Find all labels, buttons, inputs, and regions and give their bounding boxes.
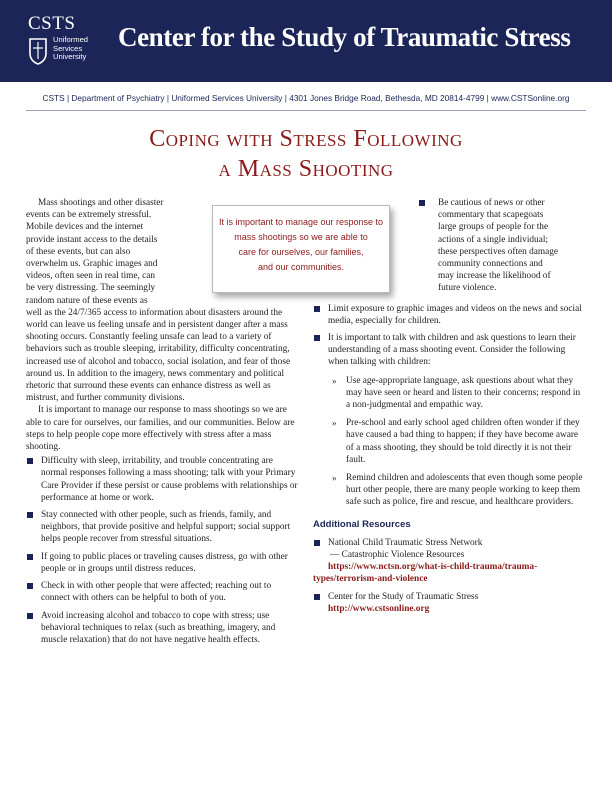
- intro-line: events can be extremely stressful.: [26, 210, 152, 221]
- intro-line: Mobile devices and the internet: [26, 222, 144, 233]
- organization-title: Center for the Study of Traumatic Stress: [118, 22, 571, 52]
- page-title: [0, 124, 612, 184]
- square-bullet-icon: [27, 613, 33, 619]
- intro-line: of these events, but can also: [26, 246, 131, 257]
- children-tips-list: [328, 375, 585, 509]
- list-item-line: may increase the likelihood of: [438, 271, 551, 282]
- intro-line: be very distressing. The seemingly: [26, 283, 156, 294]
- csts-logo[interactable]: [26, 13, 98, 71]
- resources-list: [313, 537, 585, 615]
- pull-quote-line: and our communities.: [257, 262, 345, 272]
- square-bullet-icon: [27, 458, 33, 464]
- intro-paragraph-continued: well as the 24/7/365 access to information about disasters around the world can leave us feeling unsafe and in persistent danger after a mass shooting occurs. Constantly feeling unsafe can lead to a variety of behaviors such as trouble sleeping, irritability, difficulty concentrating, increased use of alcohol and tobacco, social isolation, and fear of those around us. In addition to the imagery, news commentary and political rhetoric that surround these events can enhance distress as well as mistrust, and further community divisions.: [26, 307, 291, 404]
- intro-line: Mass shootings and other disaster: [38, 198, 164, 208]
- logo-line: Uniformed: [53, 35, 89, 44]
- pull-quote-line: mass shootings so we are able to: [234, 232, 368, 242]
- list-item: It is important to talk with children and ask questions to learn their understanding of a mass shooting event. Consider the following when talking with children: » Use age-appropriate language, ask questions about what they may have seen or heard and listen to their concerns; respond in a non-judgmental and empathic way. » Pre-school and early school aged children often wonder if they have caused a bad thing to happen; if they have become aware of a mass shooting, they should be told directly it is not their fault. » Remind children and adolescents that even though some people hurt other people, there are many people working to keep them safe such as police, fire and rescue, and healthcare providers.: [313, 332, 585, 509]
- right-column: [313, 197, 585, 620]
- resource-name: National Child Traumatic Stress Network: [328, 537, 483, 548]
- square-bullet-icon: [27, 554, 33, 560]
- list-item: Limit exposure to graphic images and videos on the news and social media, especially for children.: [313, 303, 585, 327]
- intro-line: provide instant access to the details: [26, 234, 158, 245]
- square-bullet-icon: [314, 594, 320, 600]
- list-item-line: community connections and: [438, 259, 543, 270]
- double-chevron-icon: »: [332, 418, 337, 429]
- list-item-line: future violence.: [438, 283, 497, 294]
- list-item: Check in with other people that were affected; reaching out to connect with others can be helpful to both of you.: [26, 580, 298, 604]
- list-item-line: Be cautious of news or other: [438, 198, 545, 208]
- list-item: [313, 591, 585, 615]
- logo-line: University: [53, 52, 87, 62]
- title-line: a Mass Shooting: [218, 156, 394, 182]
- double-chevron-icon: »: [332, 375, 337, 386]
- list-item: Avoid increasing alcohol and tobacco to cope with stress; use behavioral techniques to relax (such as breathing, imagery, and muscle relaxation) that do not have negative health effects.: [26, 610, 298, 647]
- square-bullet-icon: [27, 583, 33, 589]
- resource-subtitle: — Catastrophic Violence Resources: [330, 550, 465, 561]
- pull-quote-line: It is important to manage our response to: [218, 217, 384, 227]
- square-bullet-icon: [314, 306, 320, 312]
- list-item: [418, 197, 585, 295]
- logo-wordmark: [53, 36, 88, 62]
- square-bullet-icon: [314, 540, 320, 546]
- list-item: Difficulty with sleep, irritability, and trouble concentrating are normal responses following a mass shooting; talk with your Primary Care Provider if these persist or cause problems with relationships or performance at home or work.: [26, 455, 298, 504]
- media-guidance-list: [313, 197, 585, 509]
- list-item-line: these perspectives often damage: [438, 246, 559, 257]
- list-item-line: actions of a single individual;: [438, 234, 548, 245]
- list-item: Stay connected with other people, such as friends, family, and neighbors, that provide positive and helpful support; social support helps people recover from stressful situations.: [26, 509, 298, 546]
- resource-link[interactable]: types/terrorism-and-violence: [313, 574, 428, 585]
- pull-quote-line: care for ourselves, our families,: [238, 247, 364, 257]
- list-item: » Pre-school and early school aged children often wonder if they have caused a bad thing to happen; if they have become aware of a mass shooting, they should be told directly it is not their fault.: [332, 418, 580, 465]
- list-item: [313, 537, 585, 586]
- square-bullet-icon: [314, 335, 320, 341]
- list-item: If going to public places or traveling causes distress, go with other people or in groups until distress reduces.: [26, 551, 298, 575]
- coping-intro-paragraph: It is important to manage our response to mass shootings so we are able to care for ourselves, our families, and our communities. Below are steps to help people cope more effectively with stress after a mass shooting.: [26, 405, 295, 453]
- logo-title: CSTS: [28, 13, 76, 34]
- square-bullet-icon: [419, 200, 425, 206]
- intro-line: random nature of these events as: [26, 295, 148, 306]
- list-item-line: commentary that scapegoats: [438, 210, 544, 221]
- header-banner: [0, 0, 612, 82]
- coping-steps-list: [26, 455, 298, 646]
- square-bullet-icon: [27, 512, 33, 518]
- address-line: CSTS | Department of Psychiatry | Uniformed Services University | 4301 Jones Bridge Road, Bethesda, MD 20814-4799 | www.CSTSonline.org: [42, 93, 570, 103]
- resources-heading: Additional Resources: [313, 518, 411, 530]
- divider: [26, 110, 586, 111]
- list-item: » Remind children and adolescents that even though some people hurt other people, there are many people working to keep them safe such as police, fire and rescue, and healthcare providers.: [332, 473, 583, 508]
- resource-link[interactable]: http://www.cstsonline.org: [328, 603, 430, 614]
- resource-link[interactable]: https://www.nctsn.org/what-is-child-trauma/trauma-: [328, 562, 538, 573]
- list-item-line: large groups of people for the: [438, 222, 549, 233]
- intro-line: overwhelm us. Graphic images and: [26, 259, 158, 270]
- title-line: Coping with Stress Following: [149, 126, 463, 152]
- intro-line: videos, often seen in real time, can: [26, 271, 156, 282]
- double-chevron-icon: »: [332, 473, 337, 484]
- resource-name: Center for the Study of Traumatic Stress: [328, 591, 479, 602]
- list-item: » Use age-appropriate language, ask questions about what they may have seen or heard and listen to their concerns; respond in a non-judgmental and empathic way.: [332, 375, 581, 411]
- logo-line: Services: [53, 43, 83, 53]
- university-seal-icon: [28, 37, 48, 65]
